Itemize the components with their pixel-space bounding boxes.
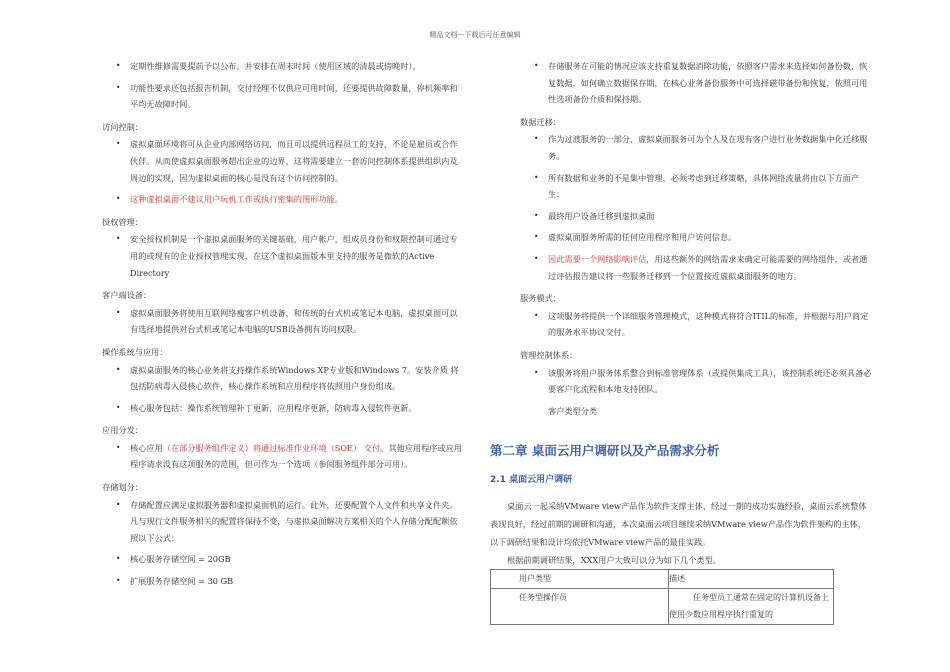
list-item: • 最终用户设备迁移到虚拟桌面 bbox=[520, 208, 872, 225]
body-paragraph: 桌面云一起采纳VMware view产品作为软件支撑主体，经过一期的成功实施经验，桌面云系统整体表现良好，经过前期的调研和沟通，本次桌面云项目继续采纳VMware view产品作为软件架构的主体，以下调研结果和设计均依托VMware view产品的最佳实践。 bbox=[490, 500, 867, 547]
section-heading-client: 客户端设备： bbox=[102, 290, 152, 301]
left-column bbox=[102, 58, 464, 595]
section-heading-auth: 授权管理： bbox=[102, 216, 143, 227]
body-paragraph: 根据前期调研结果，XXX用户大致可以分为如下几个类型。 bbox=[507, 554, 721, 565]
table-header-cell: 用户类型 bbox=[491, 569, 669, 589]
list-item: • 虚拟桌面服务将使用互联网络瘦客户机设备，和传统的台式机或笔记本电脑，虚拟桌面可以有选择地提供对台式机或笔记本电脑的USB设备拥有访问权限。 bbox=[102, 305, 464, 338]
table-header-cell: 描述 bbox=[669, 569, 834, 589]
section-heading-service: 服务模式： bbox=[520, 293, 561, 304]
item-highlight: 因此需要一个网络影响评估 bbox=[548, 253, 647, 264]
page-header: 精品文档---下载后可任意编辑 bbox=[429, 31, 521, 39]
right-column bbox=[490, 58, 872, 625]
list-item: • 定期性维修需要提前予以公布，并安排在周末时间（使用区域的清晨或傍晚时）。 bbox=[102, 58, 464, 75]
user-type-table bbox=[490, 569, 834, 626]
section-heading-storage: 存储划分： bbox=[102, 482, 143, 493]
item-highlight: （在部分服务组件定义）将通过标准作业环境（SOE） 交付 bbox=[162, 442, 381, 453]
chapter-title: 第二章 桌面云用户调研以及产品需求分析 bbox=[490, 443, 720, 459]
list-item: • 存储服务在可能的情况应该支持重复数据消除功能，依照客户需求来选择如何备份数，恢复数据，如何确立数据保存期，在核心业务备份服务中可选择磁带备份和恢复，依照可用性选项备份介质和保持期。 bbox=[520, 58, 872, 108]
table-row bbox=[491, 589, 834, 625]
item-text: ，用这些额外的网络需求来确定可能需要的网络组件，或者通过评估报告建议将一些服务迁移到一个位置接近虚拟桌面服务的地方。 bbox=[548, 253, 868, 281]
list-item bbox=[520, 251, 872, 284]
table-cell: 任务型操作员 bbox=[491, 589, 669, 625]
list-item-highlight: • 这种虚拟桌面不建议用户玩机工作或执行密集的图形功能。 bbox=[102, 191, 464, 208]
customer-types-label: 客户类型分类 bbox=[548, 405, 598, 416]
section-heading-access: 访问控制： bbox=[102, 121, 143, 132]
list-item: • 功能性要求还包括报告机制，交付经理不仅供应可用时间，还要提供故障数量，停机频率和平均无故障时间。 bbox=[102, 80, 464, 113]
list-item: • 作为过渡服务的一部分，虚拟桌面服务可为个人及在现有客户进行业务数据集中化迁移服务。 bbox=[520, 131, 872, 164]
list-item: • 虚拟桌面服务所需的任何应用程序和用户访问信息。 bbox=[520, 229, 872, 246]
section-heading-migration: 数据迁移： bbox=[520, 116, 561, 127]
list-item: • 所有数据和业务的不是集中管理，必须考虑到迁移策略，具体网络流量将由以下方面产生： bbox=[520, 170, 872, 203]
list-item: • 核心服务存储空间 = 20GB bbox=[102, 551, 464, 568]
item-text: 核心应用 bbox=[130, 442, 163, 453]
section-heading-os: 操作系统与应用： bbox=[102, 346, 168, 357]
list-item bbox=[102, 440, 464, 473]
list-item: • 存储配置应满足虚拟服务器和虚拟桌面机的运行。此外，还要配置个人文件和共享文件夹。凡与现行文件服务相关的配置将保持不变，与虚拟桌面解决方案相关的个人存储分配配额依照以下公式： bbox=[102, 497, 464, 547]
item-text: 。其他应用程序或应用程序请求没有这项服务的范围，但可作为一个选项（参阅服务组件部分可用）。 bbox=[130, 442, 463, 470]
list-item: • 这项服务将提供一个详细服务管理模式，这种模式将符合ITIL的标准，并根据与用户商定的服务水平协议交付。 bbox=[520, 308, 872, 341]
list-item: • 核心服务包括：操作系统管理补丁更新，应用程序更新，防病毒入侵软件更新。 bbox=[102, 400, 464, 417]
list-item: • 虚拟桌面环境将可从企业内部网络访问，而且可以提供远程员工的支持，不论是雇员或合作伙伴。从而使虚拟桌面服务超出企业的边界，这将需要建立一套访问控制体系提供组织内及周边的实现，因为虚拟桌面的核心是没有这个访问控制的。 bbox=[102, 136, 464, 186]
section-title: 2.1 桌面云用户调研 bbox=[490, 475, 573, 486]
section-heading-mgmt: 管理控制体系： bbox=[520, 349, 578, 360]
list-item: • 虚拟桌面服务的核心业务将支持操作系统Windows XP专业版和Windows 7。安装介质 将包括防病毒入侵核心软件，核心操作系统和应用程序将依照用户身份组成。 bbox=[102, 362, 464, 395]
list-item: • 安全授权机制是一个虚拟桌面服务的关键基础，用户帐户，组成员身份和权限控制可通过专用的或现有的企业授权管理实现，在这个虚拟桌面版本里支持的服务是微软的Active Directory bbox=[102, 231, 464, 281]
table-cell: 任务型员工通常在固定的计算机设备上使用少数应用程序执行重复的 bbox=[669, 589, 834, 625]
list-item: • 扩展服务存储空间 = 30 GB bbox=[102, 573, 464, 590]
section-heading-app: 应用分发： bbox=[102, 425, 143, 436]
table-header-row bbox=[491, 569, 834, 589]
list-item: • 该服务将用户服务体系整合到标准管理体系（或提供集成工具），该控制系统还必须具备必要客户化流程和本地支持团队。 bbox=[520, 365, 872, 398]
